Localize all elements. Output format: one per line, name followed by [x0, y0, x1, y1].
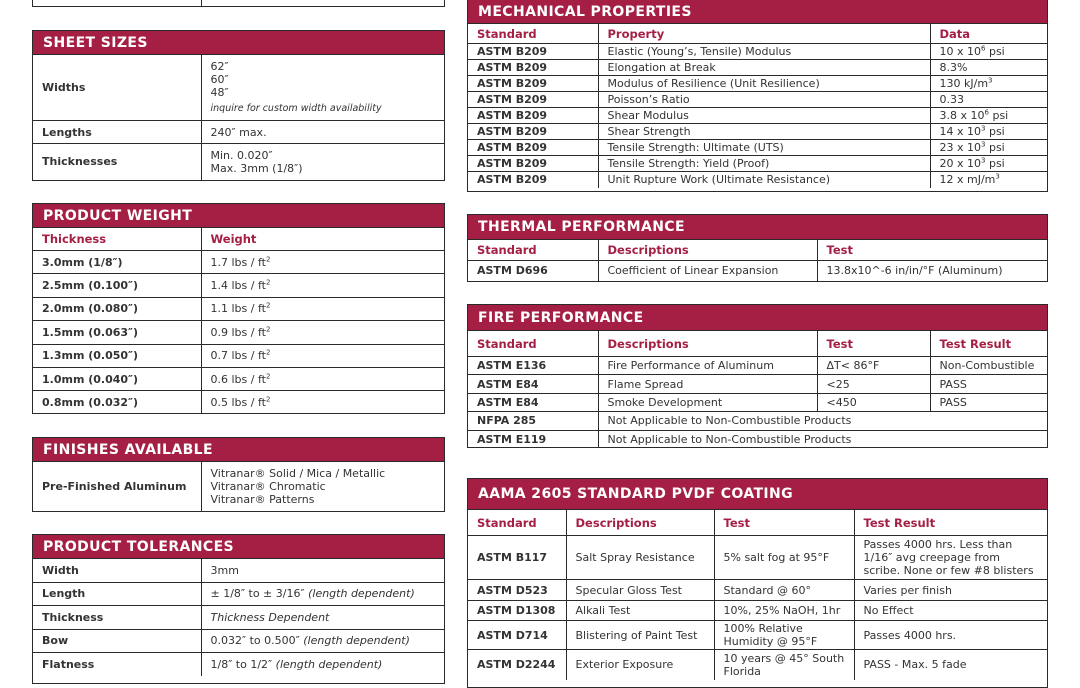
cell-standard: ASTM B117: [468, 536, 566, 580]
thermal-panel: [467, 214, 1048, 282]
fire-title: FIRE PERFORMANCE: [468, 305, 1047, 330]
cell-data: [930, 172, 1047, 188]
data-unit: psi: [985, 157, 1005, 170]
aama-title: AAMA 2605 STANDARD PVDF COATING: [468, 479, 1047, 509]
table-row: [468, 92, 1047, 108]
header-descriptions: Descriptions: [566, 510, 714, 536]
cell-standard: ASTM B209: [468, 156, 598, 172]
cell-description: Exterior Exposure: [566, 650, 714, 680]
tolerance-value: 3mm: [210, 563, 239, 577]
fire-panel: [467, 304, 1048, 448]
row-value: [201, 653, 444, 677]
data-exponent: 3: [981, 124, 986, 133]
header-test: Test: [817, 331, 930, 357]
cell-standard: ASTM E84: [468, 375, 598, 393]
table-header-row: [468, 510, 1047, 536]
cell-test-result: Passes 4000 hrs. Less than 1/16″ avg creepage from scribe. None or few #8 blisters: [854, 536, 1047, 580]
tolerance-note: (length dependent): [275, 658, 383, 671]
data-exponent: 6: [981, 44, 986, 53]
cell-thickness: 3.0mm (1/8″): [33, 251, 201, 274]
row-label: Bow: [33, 629, 201, 653]
cell-weight: [201, 297, 444, 320]
weight-value: 0.9: [210, 325, 228, 339]
tolerance-note: Thickness Dependent: [210, 610, 330, 624]
table-row: [33, 367, 444, 390]
tolerances-table: [33, 558, 444, 676]
cell-thickness: 2.5mm (0.100″): [33, 274, 201, 297]
row-label: Width: [33, 559, 201, 583]
table-row: [468, 156, 1047, 172]
table-row: [468, 412, 1047, 430]
value-line: Vitranar® Solid / Mica / Metallic: [210, 466, 386, 480]
cell-weight: [201, 367, 444, 390]
table-row: [33, 121, 444, 144]
cell-test: <25: [817, 375, 930, 393]
data-unit: psi: [988, 109, 1009, 122]
finishes-title: FINISHES AVAILABLE: [33, 438, 444, 461]
value-line: Vitranar® Chromatic: [210, 479, 326, 493]
cell-data: [930, 44, 1047, 60]
weight-unit: lbs / ft: [231, 349, 266, 363]
cell-description: Specular Gloss Test: [566, 580, 714, 601]
data-value: 3.8 x 10: [939, 109, 985, 122]
weight-unit-exponent: 2: [265, 255, 271, 264]
cell-test: 10 years @ 45° South Florida: [714, 650, 854, 680]
cell-property: Unit Rupture Work (Ultimate Resistance): [598, 172, 930, 188]
cell-test: 10%, 25% NaOH, 1hr: [714, 601, 854, 621]
header-property: Property: [598, 24, 930, 44]
tolerance-value: ± 1/8″ to ± 3/16″: [210, 587, 305, 601]
table-row: [33, 55, 444, 121]
cell-standard: ASTM B209: [468, 172, 598, 188]
header-data: Data: [930, 24, 1047, 44]
cell-property: Tensile Strength: Yield (Proof): [598, 156, 930, 172]
weight-unit-exponent: 2: [265, 301, 271, 310]
cell-test: <450: [817, 393, 930, 411]
table-row: [468, 621, 1047, 650]
value-line: Min. 0.020″: [210, 148, 273, 162]
weight-unit-exponent: 2: [265, 348, 271, 357]
top-partial-panel: [32, 0, 445, 7]
data-unit: psi: [985, 141, 1005, 154]
table-row: [33, 321, 444, 344]
data-unit: psi: [985, 125, 1005, 138]
weight-value: 1.1: [210, 302, 228, 316]
cell-standard: ASTM D714: [468, 621, 566, 650]
cell-test-result: Varies per finish: [854, 580, 1047, 601]
row-label: Widths: [33, 55, 201, 121]
tolerance-note: (length dependent): [308, 587, 415, 601]
table-row: [468, 357, 1047, 375]
cell-description: Salt Spray Resistance: [566, 536, 714, 580]
cell-thickness: 1.3mm (0.050″): [33, 344, 201, 367]
data-value: 23 x 10: [939, 141, 981, 154]
cell-description: Smoke Development: [598, 393, 817, 411]
data-exponent: 6: [984, 108, 989, 117]
cell-test-result: PASS: [930, 393, 1047, 411]
cell-test: 100% Relative Humidity @ 95°F: [714, 621, 854, 650]
table-row: [468, 140, 1047, 156]
mechanical-title: MECHANICAL PROPERTIES: [468, 0, 1047, 23]
weight-unit: lbs / ft: [231, 396, 266, 410]
cell-thickness: 1.0mm (0.040″): [33, 367, 201, 390]
data-exponent: 3: [995, 172, 1000, 181]
row-value: [201, 582, 444, 606]
weight-unit-exponent: 2: [265, 371, 271, 380]
weight-value: 0.5: [210, 396, 228, 410]
table-row: [468, 76, 1047, 92]
table-row: [468, 650, 1047, 680]
cell-standard: ASTM B209: [468, 44, 598, 60]
cell-description: Blistering of Paint Test: [566, 621, 714, 650]
value-note: inquire for custom width availability: [210, 103, 382, 114]
product-weight-title: PRODUCT WEIGHT: [33, 204, 444, 227]
header-standard: Standard: [468, 510, 566, 536]
weight-unit: lbs / ft: [231, 372, 266, 386]
table-row: [468, 375, 1047, 393]
cell-property: Elastic (Young’s, Tensile) Modulus: [598, 44, 930, 60]
cell-standard: ASTM B209: [468, 124, 598, 140]
row-value: [201, 629, 444, 653]
table-row: [468, 580, 1047, 601]
mechanical-panel: [467, 0, 1048, 192]
header-test-result: Test Result: [854, 510, 1047, 536]
weight-unit: lbs / ft: [231, 325, 266, 339]
cell-property: Elongation at Break: [598, 60, 930, 76]
cell-thickness: 2.0mm (0.080″): [33, 297, 201, 320]
cell-test: 5% salt fog at 95°F: [714, 536, 854, 580]
cell-standard: ASTM E136: [468, 357, 598, 375]
cell-standard: ASTM D2244: [468, 650, 566, 680]
cell-standard: ASTM B209: [468, 92, 598, 108]
row-label: Flatness: [33, 653, 201, 677]
cell-standard: ASTM D696: [468, 261, 598, 281]
cell-property: Poisson’s Ratio: [598, 92, 930, 108]
table-row: [468, 430, 1047, 448]
table-row: [468, 60, 1047, 76]
header-test-result: Test Result: [930, 331, 1047, 357]
data-value: 20 x 10: [939, 157, 981, 170]
cell-description: Flame Spread: [598, 375, 817, 393]
header-weight: Weight: [201, 228, 444, 251]
table-row: [468, 601, 1047, 621]
row-label: Length: [33, 582, 201, 606]
cell-standard: ASTM E84: [468, 393, 598, 411]
finishes-table: [33, 461, 444, 511]
cell-description: Alkali Test: [566, 601, 714, 621]
header-test: Test: [714, 510, 854, 536]
cell-standard: ASTM B209: [468, 60, 598, 76]
cell-standard: ASTM D523: [468, 580, 566, 601]
cell-description: Not Applicable to Non-Combustible Products: [598, 430, 1047, 448]
table-row: [33, 462, 444, 511]
table-row: [468, 172, 1047, 188]
aama-panel: [467, 478, 1048, 688]
header-descriptions: Descriptions: [598, 240, 817, 261]
cell-data: [930, 108, 1047, 124]
header-descriptions: Descriptions: [598, 331, 817, 357]
cell-description: Not Applicable to Non-Combustible Products: [598, 412, 1047, 430]
data-value: 0.33: [939, 93, 964, 106]
data-value: 8.3%: [939, 61, 968, 74]
weight-unit: lbs / ft: [231, 302, 266, 316]
cell-standard: ASTM B209: [468, 76, 598, 92]
table-row: [33, 144, 444, 180]
sheet-sizes-table: [33, 54, 444, 180]
table-row: [468, 261, 1047, 281]
cell-description: Fire Performance of Aluminum: [598, 357, 817, 375]
cell-standard: ASTM E119: [468, 430, 598, 448]
table-row: [33, 297, 444, 320]
table-header-row: [468, 240, 1047, 261]
table-row: [468, 393, 1047, 411]
row-label: Thickness: [33, 606, 201, 630]
row-value: [201, 144, 444, 180]
cell-standard: NFPA 285: [468, 412, 598, 430]
value-line: 48″: [210, 86, 229, 99]
table-row: [33, 274, 444, 297]
table-row: [33, 582, 444, 606]
cell-standard: ASTM B209: [468, 140, 598, 156]
table-header-row: [468, 331, 1047, 357]
row-label: Lengths: [33, 121, 201, 144]
weight-unit: lbs / ft: [231, 255, 266, 269]
cell-property: Shear Strength: [598, 124, 930, 140]
table-row: [33, 629, 444, 653]
header-test: Test: [817, 240, 1047, 261]
table-row: [468, 124, 1047, 140]
mechanical-table: [468, 23, 1047, 188]
cell-test-result: Passes 4000 hrs.: [854, 621, 1047, 650]
table-row: [33, 559, 444, 583]
aama-table: [468, 509, 1047, 680]
weight-unit-exponent: 2: [265, 325, 271, 334]
tolerance-value: 1/8″ to 1/2″: [210, 658, 273, 671]
cell-standard: ASTM B209: [468, 108, 598, 124]
row-value: 240″ max.: [201, 121, 444, 144]
thermal-title: THERMAL PERFORMANCE: [468, 215, 1047, 239]
weight-unit: lbs / ft: [231, 279, 266, 293]
row-label: Pre-Finished Aluminum: [33, 462, 201, 511]
header-standard: Standard: [468, 240, 598, 261]
table-header-row: [468, 24, 1047, 44]
weight-value: 1.4: [210, 279, 228, 293]
weight-value: 0.7: [210, 349, 228, 363]
cell-data: [930, 124, 1047, 140]
value-line: Max. 3mm (1/8″): [210, 161, 303, 175]
cell-description: Coefficient of Linear Expansion: [598, 261, 817, 281]
tolerance-note: (length dependent): [303, 634, 410, 648]
value-line: 60″: [210, 73, 229, 86]
data-unit: psi: [985, 45, 1005, 58]
tolerances-title: PRODUCT TOLERANCES: [33, 535, 444, 558]
sheet-sizes-panel: [32, 30, 445, 181]
cell-weight: [201, 344, 444, 367]
cell-standard: ASTM D1308: [468, 601, 566, 621]
cell-test: Standard @ 60°: [714, 580, 854, 601]
table-row: [33, 606, 444, 630]
table-row: [468, 108, 1047, 124]
row-value: [201, 462, 444, 511]
product-weight-panel: [32, 203, 445, 414]
table-row: [468, 44, 1047, 60]
tolerances-panel: [32, 534, 445, 684]
cell-test-result: No Effect: [854, 601, 1047, 621]
cell-thickness: 1.5mm (0.063″): [33, 321, 201, 344]
cell-test: 13.8x10^-6 in/in/°F (Aluminum): [817, 261, 1047, 281]
tolerance-value: 0.032″ to 0.500″: [210, 634, 300, 648]
cell-property: Shear Modulus: [598, 108, 930, 124]
header-standard: Standard: [468, 24, 598, 44]
cell-data: [930, 140, 1047, 156]
cell-thickness: 0.8mm (0.032″): [33, 391, 201, 414]
table-row: [33, 251, 444, 274]
data-exponent: 3: [981, 140, 986, 149]
cell-test-result: Non-Combustible: [930, 357, 1047, 375]
cell-weight: [201, 274, 444, 297]
sheet-sizes-title: SHEET SIZES: [33, 31, 444, 54]
cell-data: [930, 76, 1047, 92]
data-value: 130 kJ/m: [939, 77, 989, 90]
row-value: [201, 559, 444, 583]
row-value: [201, 55, 444, 121]
weight-value: 1.7: [210, 255, 228, 269]
cell-data: [930, 60, 1047, 76]
cell-weight: [201, 391, 444, 414]
value-line: 62″: [210, 60, 229, 73]
weight-value: 0.6: [210, 372, 228, 386]
table-row: [33, 344, 444, 367]
data-value: 12 x mJ/m: [939, 173, 996, 187]
value-line: Vitranar® Patterns: [210, 492, 315, 506]
cell-test-result: PASS - Max. 5 fade: [854, 650, 1047, 680]
row-label: Thicknesses: [33, 144, 201, 180]
cell-weight: [201, 251, 444, 274]
data-exponent: 3: [981, 156, 986, 165]
cell-data: [930, 92, 1047, 108]
row-value: [201, 606, 444, 630]
header-standard: Standard: [468, 331, 598, 357]
product-weight-table: [33, 227, 444, 414]
thermal-table: [468, 239, 1047, 281]
cell-property: Tensile Strength: Ultimate (UTS): [598, 140, 930, 156]
table-row: [33, 653, 444, 677]
weight-unit-exponent: 2: [265, 278, 271, 287]
cell-test: ΔT< 86°F: [817, 357, 930, 375]
cell-weight: [201, 321, 444, 344]
cell-property: Modulus of Resilience (Unit Resilience): [598, 76, 930, 92]
data-value: 10 x 10: [939, 45, 981, 58]
data-value: 14 x 10: [939, 125, 981, 138]
cell-data: [930, 156, 1047, 172]
cell-test-result: PASS: [930, 375, 1047, 393]
table-row: [468, 536, 1047, 580]
header-thickness: Thickness: [33, 228, 201, 251]
table-header-row: [33, 228, 444, 251]
finishes-panel: [32, 437, 445, 512]
table-row: [33, 391, 444, 414]
data-exponent: 3: [988, 76, 993, 85]
weight-unit-exponent: 2: [265, 395, 271, 404]
fire-table: [468, 330, 1047, 448]
